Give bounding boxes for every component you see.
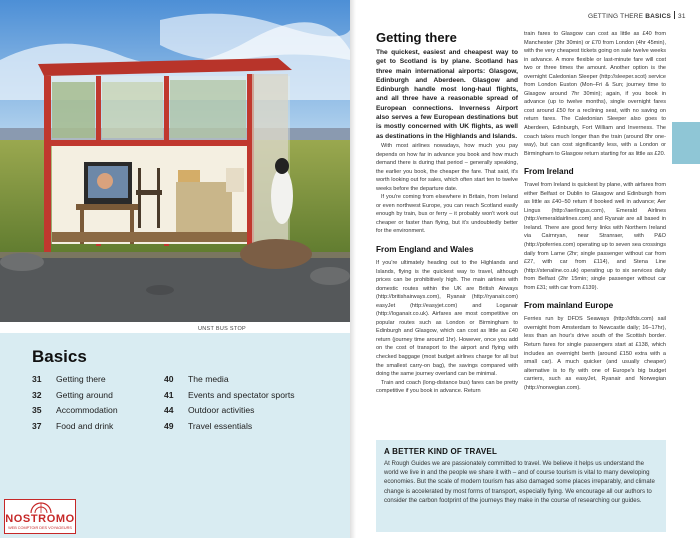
toc-right-column [164,372,295,434]
toc-item[interactable] [164,403,295,419]
toc-page-number: 41 [164,389,174,400]
body-paragraph: Ferries run by DFDS Seaways (http://dfds.com) sail overnight from Amsterdam to Newcastle daily; 16–17hr), less than an hour's drive south of the Scottish border. Return fares for single passengers start at £138, which includes an overnight berth (around £150 extra with a small car). A much quicker (and usually cheaper) alternative is to fly with one of Europe's big budget carriers, such as easyJet, Ryanair and Norwegian (http://norwegian.com). [524,316,666,391]
running-header [588,11,686,20]
chapter-side-tab [672,122,700,164]
toc-page-number: 49 [164,420,174,431]
box-title: A BETTER KIND OF TRAVEL [384,447,498,456]
toc-item[interactable] [164,419,295,435]
toc-page-number: 37 [32,420,42,431]
toc-item[interactable] [32,419,118,435]
heading-england-wales: From England and Wales [376,244,474,254]
toc-page-number: 44 [164,405,174,415]
logo-tagline: WEB COMPTOIR DES VOYAGEURS [8,526,72,530]
basics-title: Basics [32,347,87,366]
toc-label: Accommodation [56,405,118,415]
page-number: 31 [678,13,686,20]
photo-caption: UNST BUS STOP [198,326,247,332]
toc-item[interactable] [32,388,118,404]
body-paragraph: If you're ultimately heading out to the Highlands and Islands, flying is the quickest way to travel, although prices can be prohibitively high. The main airlines with domestic routes within the UK are British Airways (http://britishairways.com), Ryanair (http://ryanair.com) easyJet (http://easyjet.com) and Loganair (http://loganair.co.uk). Airfares are most competitive on popular routes such as London or Birmingham to Edinburgh and Glasgow, which can cost as little as £40 return (journey time around 1hr). However, once you add on the cost of transport to the airport and flying with checked baggage (most budget airlines charge for all but the smallest carry-on bag), the savings compared with doing the same journey overland can be minimal. [376,259,518,378]
logo-arc-icon [29,502,53,514]
box-text: At Rough Guides we are passionately committed to travel. We believe it helps us understand the world we live in and the people we share it with – and of course tourism is vital to many developing economies. But the scale of modern tourism has also damaged some places irreparably, and climate change is accelerated by most forms of transport, especially flying. We encourage all our authors to consider the carbon footprint of the journeys they make in the course of researching our guides. [384,460,655,504]
body-paragraph: Travel from Ireland is quickest by plane, with airfares from either Belfast or Dublin to Glasgow and Edinburgh from as little as £40–50 return if booked well in advance; Aer Lingus (http://aerlingus.com), Emerald Airlines (http://emeraldairlines.com) and Ryanair are all based in Ireland. There are good ferry links with Northern Ireland via Cairnryan, near Stranraer, with P&O (http://poferries.com) operating up to seven sea crossings daily from Larne (2hr; single passenger without car from £27, with car from £114), and Stena Line (http://stenaline.co.uk) operating up to six services daily from Belfast (2hr 15min; single passenger without car from £31; with car from £139). [524,182,666,291]
toc-label: Food and drink [56,420,114,431]
header-chapter: BASICS [645,13,671,20]
bus-stop-photo [0,0,350,322]
better-travel-box [376,440,666,532]
toc-page-number: 40 [164,374,174,384]
toc-label: Getting around [56,389,113,400]
right-page [350,0,700,538]
header-section: GETTING THERE [588,13,644,20]
toc-page-number: 35 [32,405,42,415]
header-divider [674,11,675,19]
heading-mainland-europe: From mainland Europe [524,301,614,311]
page-title: Getting there [376,30,457,45]
body-paragraph: train fares to Glasgow can cost as little as £40 from Manchester (3hr 30min) or £70 from London (4hr 45min), with the very cheapest tickets going on sale twelve weeks in advance. A more flexible or last-minute fare will cost two or three times the amount. Another option is the overnight Caledonian Sleeper (http://sleeper.scot) service from London Euston (Mon–Fri & Sun; journey time to Glasgow around 7hr 30min); again, if you book in advance (up to twelve months), single overnight fares cost around £50 for a reclining seat, with no saving on return fares. The Caledonian Sleeper also goes to Aberdeen, Edinburgh, Fort William and Inverness. The coach takes much longer than the train (around 8hr one-way), but can cost significantly less, with a London or Birmingham to Glasgow return starting for as little as £20. [524,31,666,157]
heading-ireland: From Ireland [524,167,574,177]
body-paragraph: With most airlines nowadays, how much you pay depends on how far in advance you book and how much demand there is during that period – generally speaking, the earlier you book, the cheaper the fare. That said, it's worth looking out for sales, which often start ten to twelve weeks before the departure date. [376,142,518,192]
toc-page-number: 32 [32,389,42,400]
body-paragraph: Train and coach (long-distance bus) fares can be pretty competitive if you book in advance. Return [376,379,518,395]
toc-label: Events and spectator sports [188,389,295,400]
nostromo-logo[interactable] [4,499,76,534]
toc-item[interactable] [164,372,295,388]
toc-item[interactable] [32,403,118,419]
intro-paragraph: The quickest, easiest and cheapest way to get to Scotland is by plane. Scotland has three main international airports: Glasgow, Edinburgh and Aberdeen. Glasgow and Edinburgh handle most long-haul flights, and all three have a reasonable spread of European connections. Inverness Airport also serves a few European destinations but is mostly concerned with UK flights, as well as destinations in the Highlands and Islands. [376,49,518,140]
toc-label: Outdoor activities [188,405,255,415]
toc-item[interactable] [164,388,295,404]
logo-wordmark: NOSTROMO [5,513,75,525]
toc-label: Getting there [56,374,106,384]
body-paragraph: If you're coming from elsewhere in Britain, from Ireland or even northwest Europe, you can reach Scotland easily enough by train, bus or ferry – it probably won't work out cheaper or faster than flying, but it's undoubtedly better for the environment. [376,194,518,235]
toc-left-column [32,372,118,434]
text-column-1 [376,30,518,396]
toc-label: Travel essentials [188,420,253,431]
toc-page-number: 31 [32,374,42,384]
text-column-2 [524,30,666,392]
toc-label: The media [188,374,229,384]
toc-item[interactable] [32,372,118,388]
book-gutter [350,0,356,538]
